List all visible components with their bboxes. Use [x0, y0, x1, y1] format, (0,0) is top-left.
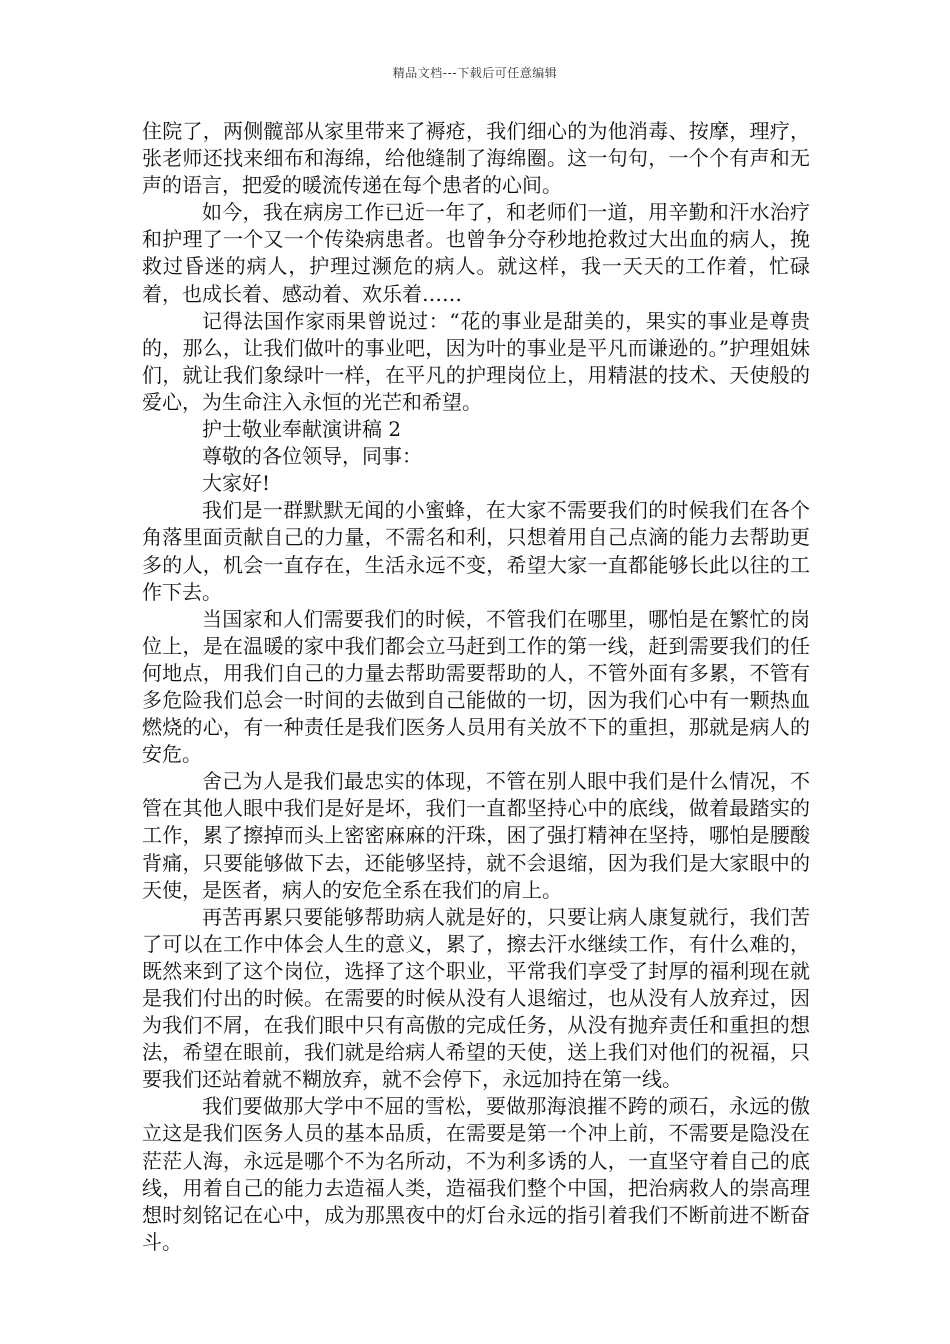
paragraph: 住院了，两侧髋部从家里带来了褥疮，我们细心的为他消毒、按摩，理疗，张老师还找来细布和海绵，给他缝制了海绵圈。这一句句，一个个有声和无声的语言，把爱的暖流传递在每个患者的心间。: [142, 119, 810, 198]
paragraph: 如今，我在病房工作已近一年了，和老师们一道，用辛勤和汗水治疗和护理了一个又一个传染病患者。也曾争分夺秒地抢救过大出血的病人，挽救过昏迷的病人，护理过濒危的病人。就这样，我一天天的工作着，忙碌着，也成长着、感动着、欢乐着……: [142, 200, 810, 306]
paragraph: 我们要做那大学中不屈的雪松，要做那海浪摧不跨的顽石，永远的傲立这是我们医务人员的基本品质，在需要是第一个冲上前，不需要是隐没在茫茫人海，永远是哪个不为名所动，不为利多诱的人，一直坚守着自己的底线，用着自己的能力去造福人类，造福我们整个中国，把治病救人的崇高理想时刻铭记在心中，成为那黑夜中的灯台永远的指引着我们不断前进不断奋斗。: [142, 1094, 810, 1254]
section-title: 护士敬业奉献演讲稿 2: [202, 417, 402, 442]
salutation: 尊敬的各位领导，同事：: [202, 444, 422, 469]
paragraph: 我们是一群默默无闻的小蜜蜂，在大家不需要我们的时候我们在各个角落里面贡献自己的力量，不需名和利，只想着用自己点滴的能力去帮助更多的人，机会一直存在，生活永远不变，希望大家一直都能够长此以往的工作下去。: [142, 498, 810, 604]
greeting: 大家好!: [202, 471, 271, 496]
page-header: 精品文档---下载后可任意编辑: [392, 66, 558, 80]
paragraph: 当国家和人们需要我们的时候，不管我们在哪里，哪怕是在繁忙的岗位上，是在温暖的家中我们都会立马赶到工作的第一线，赶到需要我们的任何地点，用我们自己的力量去帮助需要帮助的人，不管外面有多累，不管有多危险我们总会一时间的去做到自己能做的一切，因为我们心中有一颗热血燃烧的心，有一种责任是我们医务人员用有关放不下的重担，那就是病人的安危。: [142, 606, 810, 767]
document-body: [142, 118, 810, 1256]
paragraph: 再苦再累只要能够帮助病人就是好的，只要让病人康复就行，我们苦了可以在工作中体会人生的意义，累了，擦去汗水继续工作，有什么难的，既然来到了这个岗位，选择了这个职业，平常我们享受了封厚的福利现在就是我们付出的时候。在需要的时候从没有人退缩过，也从没有人放弃过，因为我们不屑，在我们眼中只有高傲的完成任务，从没有抛弃责任和重担的想法，希望在眼前，我们就是给病人希望的天使，送上我们对他们的祝福，只要我们还站着就不糊放弃，就不会停下，永远加持在第一线。: [142, 904, 810, 1092]
paragraph: 舍己为人是我们最忠实的体现，不管在别人眼中我们是什么情况，不管在其他人眼中我们是好是坏，我们一直都坚持心中的底线，做着最踏实的工作，累了擦掉而头上密密麻麻的汗珠，困了强打精神在坚持，哪怕是腰酸背痛，只要能够做下去，还能够坚持，就不会退缩，因为我们是大家眼中的天使，是医者，病人的安危全系在我们的肩上。: [142, 769, 810, 902]
paragraph: 记得法国作家雨果曾说过：“花的事业是甜美的，果实的事业是尊贵的，那么，让我们做叶的事业吧，因为叶的事业是平凡而谦逊的。”护理姐妹们，就让我们象绿叶一样，在平凡的护理岗位上，用精湛的技术、天使般的爱心，为生命注入永恒的光芒和希望。: [142, 308, 810, 414]
